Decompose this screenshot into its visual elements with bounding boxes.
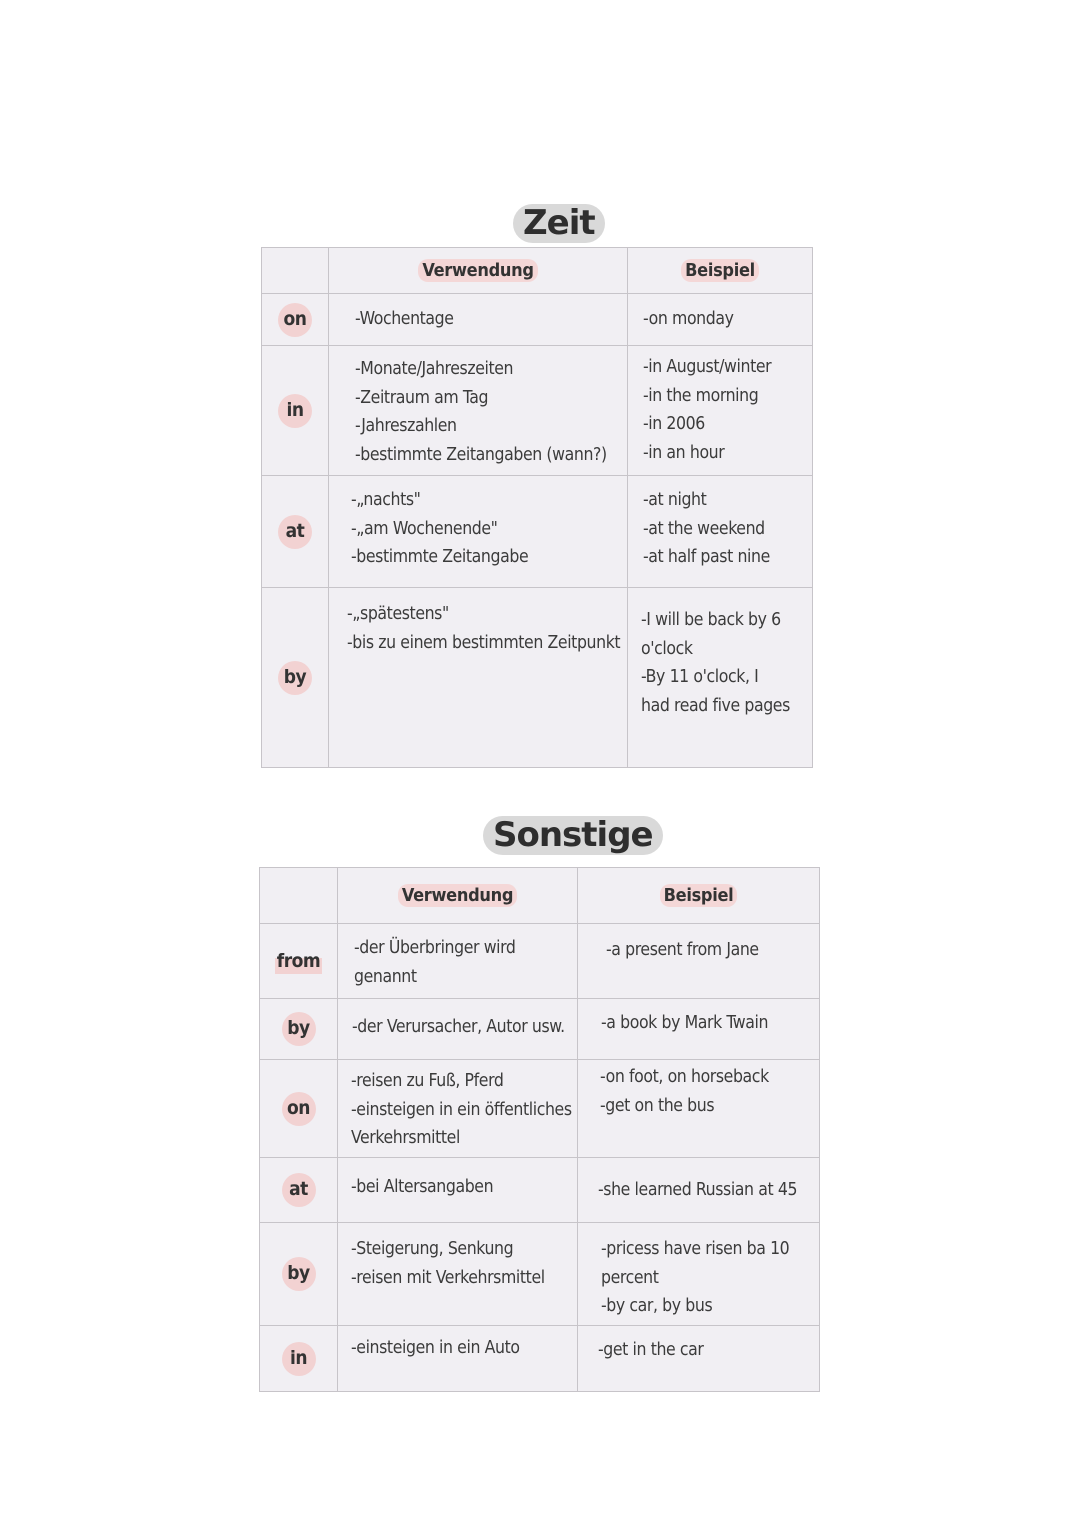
text-line: -a book by Mark Twain xyxy=(601,1013,769,1033)
zeit-verwendung-cell xyxy=(329,294,628,346)
sonstige-prep-by-2: by xyxy=(282,1257,316,1291)
text-line: -a present from Jane xyxy=(606,940,759,960)
sonstige-verwendung-cell xyxy=(338,1223,578,1326)
zeit-header-beispiel xyxy=(628,248,813,294)
sonstige-beispiel-cell xyxy=(578,1223,820,1326)
sonstige-header-beispiel xyxy=(578,868,820,924)
sonstige-prep-from: from xyxy=(276,950,321,972)
text-line: -bei Altersangaben xyxy=(351,1177,494,1197)
text-line: -Steigerung, Senkung xyxy=(351,1239,514,1259)
sonstige-prep-cell xyxy=(260,1223,338,1326)
zeit-prep-in: in xyxy=(278,394,312,428)
text-line: -By 11 o'clock, I xyxy=(641,667,759,687)
text-line: -Jahreszahlen xyxy=(355,416,457,436)
zeit-row-at xyxy=(262,476,813,588)
sonstige-prep-at: at xyxy=(282,1173,316,1207)
text-line: -„am Wochenende" xyxy=(351,518,498,539)
sonstige-verwendung-cell xyxy=(338,1060,578,1158)
zeit-title: Zeit xyxy=(513,204,605,243)
sonstige-prep-on: on xyxy=(282,1092,316,1126)
zeit-beispiel-label: Beispiel xyxy=(681,259,759,282)
text-line: -at night xyxy=(643,490,707,510)
text-line: -by car, by bus xyxy=(601,1296,713,1316)
text-line: -reisen mit Verkehrsmittel xyxy=(351,1267,545,1288)
text-line: -pricess have risen ba 10 xyxy=(601,1239,790,1259)
text-line: -Zeitraum am Tag xyxy=(355,387,489,408)
sonstige-verwendung-cell xyxy=(338,999,578,1060)
zeit-verwendung-cell xyxy=(329,476,628,588)
zeit-beispiel-cell xyxy=(628,346,813,476)
text-line: -I will be back by 6 xyxy=(641,610,781,630)
sonstige-beispiel-cell xyxy=(578,1326,820,1392)
zeit-beispiel-cell xyxy=(628,588,813,768)
sonstige-beispiel-cell xyxy=(578,1158,820,1223)
text-line: -„nachts" xyxy=(351,490,421,510)
text-line: -„spätestens" xyxy=(347,604,449,624)
sonstige-prep-by: by xyxy=(282,1012,316,1046)
sonstige-prep-cell xyxy=(260,1158,338,1223)
sonstige-prep-cell xyxy=(260,999,338,1060)
zeit-table xyxy=(261,247,813,768)
zeit-prep-cell xyxy=(262,588,329,768)
sonstige-row-by-2 xyxy=(260,1223,820,1326)
sonstige-header-empty xyxy=(260,868,338,924)
zeit-header-empty xyxy=(262,248,329,294)
text-line: -einsteigen in ein öffentliches xyxy=(351,1099,572,1120)
sonstige-beispiel-cell xyxy=(578,924,820,999)
sonstige-beispiel-label: Beispiel xyxy=(660,884,738,907)
zeit-beispiel-cell xyxy=(628,294,813,346)
text-line: o'clock xyxy=(641,638,693,659)
sonstige-table xyxy=(259,867,820,1392)
sonstige-beispiel-cell xyxy=(578,1060,820,1158)
zeit-row-in xyxy=(262,346,813,476)
sonstige-row-from xyxy=(260,924,820,999)
text-line: -on foot, on horseback xyxy=(600,1067,769,1087)
text-line: -bestimmte Zeitangaben (wann?) xyxy=(355,444,607,465)
text-line: -get in the car xyxy=(598,1340,704,1360)
sonstige-prep-cell xyxy=(260,1060,338,1158)
zeit-prep-cell xyxy=(262,294,329,346)
text-line: -she learned Russian at 45 xyxy=(598,1180,798,1200)
zeit-row-by xyxy=(262,588,813,768)
text-line: -at half past nine xyxy=(643,547,770,567)
zeit-header-row xyxy=(262,248,813,294)
sonstige-verwendung-label: Verwendung xyxy=(398,884,517,907)
sonstige-prep-cell xyxy=(260,924,338,999)
sonstige-verwendung-cell xyxy=(338,1158,578,1223)
text-line: had read five pages xyxy=(641,695,790,716)
zeit-prep-by: by xyxy=(278,661,312,695)
zeit-header-verwendung xyxy=(329,248,628,294)
sonstige-prep-cell xyxy=(260,1326,338,1392)
text-line: Verkehrsmittel xyxy=(351,1128,460,1148)
text-line: -in 2006 xyxy=(643,414,705,434)
text-line: -in an hour xyxy=(643,442,725,463)
zeit-prep-at: at xyxy=(278,515,312,549)
text-line: -bestimmte Zeitangabe xyxy=(351,547,529,567)
text-line: percent xyxy=(601,1267,659,1288)
zeit-beispiel-cell xyxy=(628,476,813,588)
zeit-verwendung-label: Verwendung xyxy=(418,259,537,282)
text-line: -in August/winter xyxy=(643,357,772,377)
zeit-verwendung-cell xyxy=(329,346,628,476)
text-line: -get on the bus xyxy=(600,1095,715,1116)
sonstige-header-row xyxy=(260,868,820,924)
text-line: genannt xyxy=(354,966,417,987)
sonstige-prep-in: in xyxy=(282,1342,316,1376)
sonstige-verwendung-cell xyxy=(338,924,578,999)
sonstige-title: Sonstige xyxy=(483,816,663,855)
text-line: -in the morning xyxy=(643,385,759,406)
text-line: -at the weekend xyxy=(643,518,765,539)
text-line: -Wochentage xyxy=(355,309,454,329)
zeit-row-on xyxy=(262,294,813,346)
zeit-verwendung-cell xyxy=(329,588,628,768)
text-line: -der Verursacher, Autor usw. xyxy=(352,1017,565,1037)
text-line: -einsteigen in ein Auto xyxy=(351,1338,520,1358)
zeit-prep-cell xyxy=(262,476,329,588)
zeit-prep-on: on xyxy=(278,303,312,337)
text-line: -bis zu einem bestimmten Zeitpunkt xyxy=(347,632,621,653)
sonstige-row-at xyxy=(260,1158,820,1223)
text-line: -der Überbringer wird xyxy=(354,938,516,958)
sonstige-verwendung-cell xyxy=(338,1326,578,1392)
text-line: -reisen zu Fuß, Pferd xyxy=(351,1071,504,1091)
zeit-prep-cell xyxy=(262,346,329,476)
sonstige-row-by xyxy=(260,999,820,1060)
sonstige-row-in xyxy=(260,1326,820,1392)
sonstige-beispiel-cell xyxy=(578,999,820,1060)
text-line: -on monday xyxy=(643,309,734,329)
sonstige-row-on xyxy=(260,1060,820,1158)
text-line: -Monate/Jahreszeiten xyxy=(355,359,514,379)
sonstige-header-verwendung xyxy=(338,868,578,924)
